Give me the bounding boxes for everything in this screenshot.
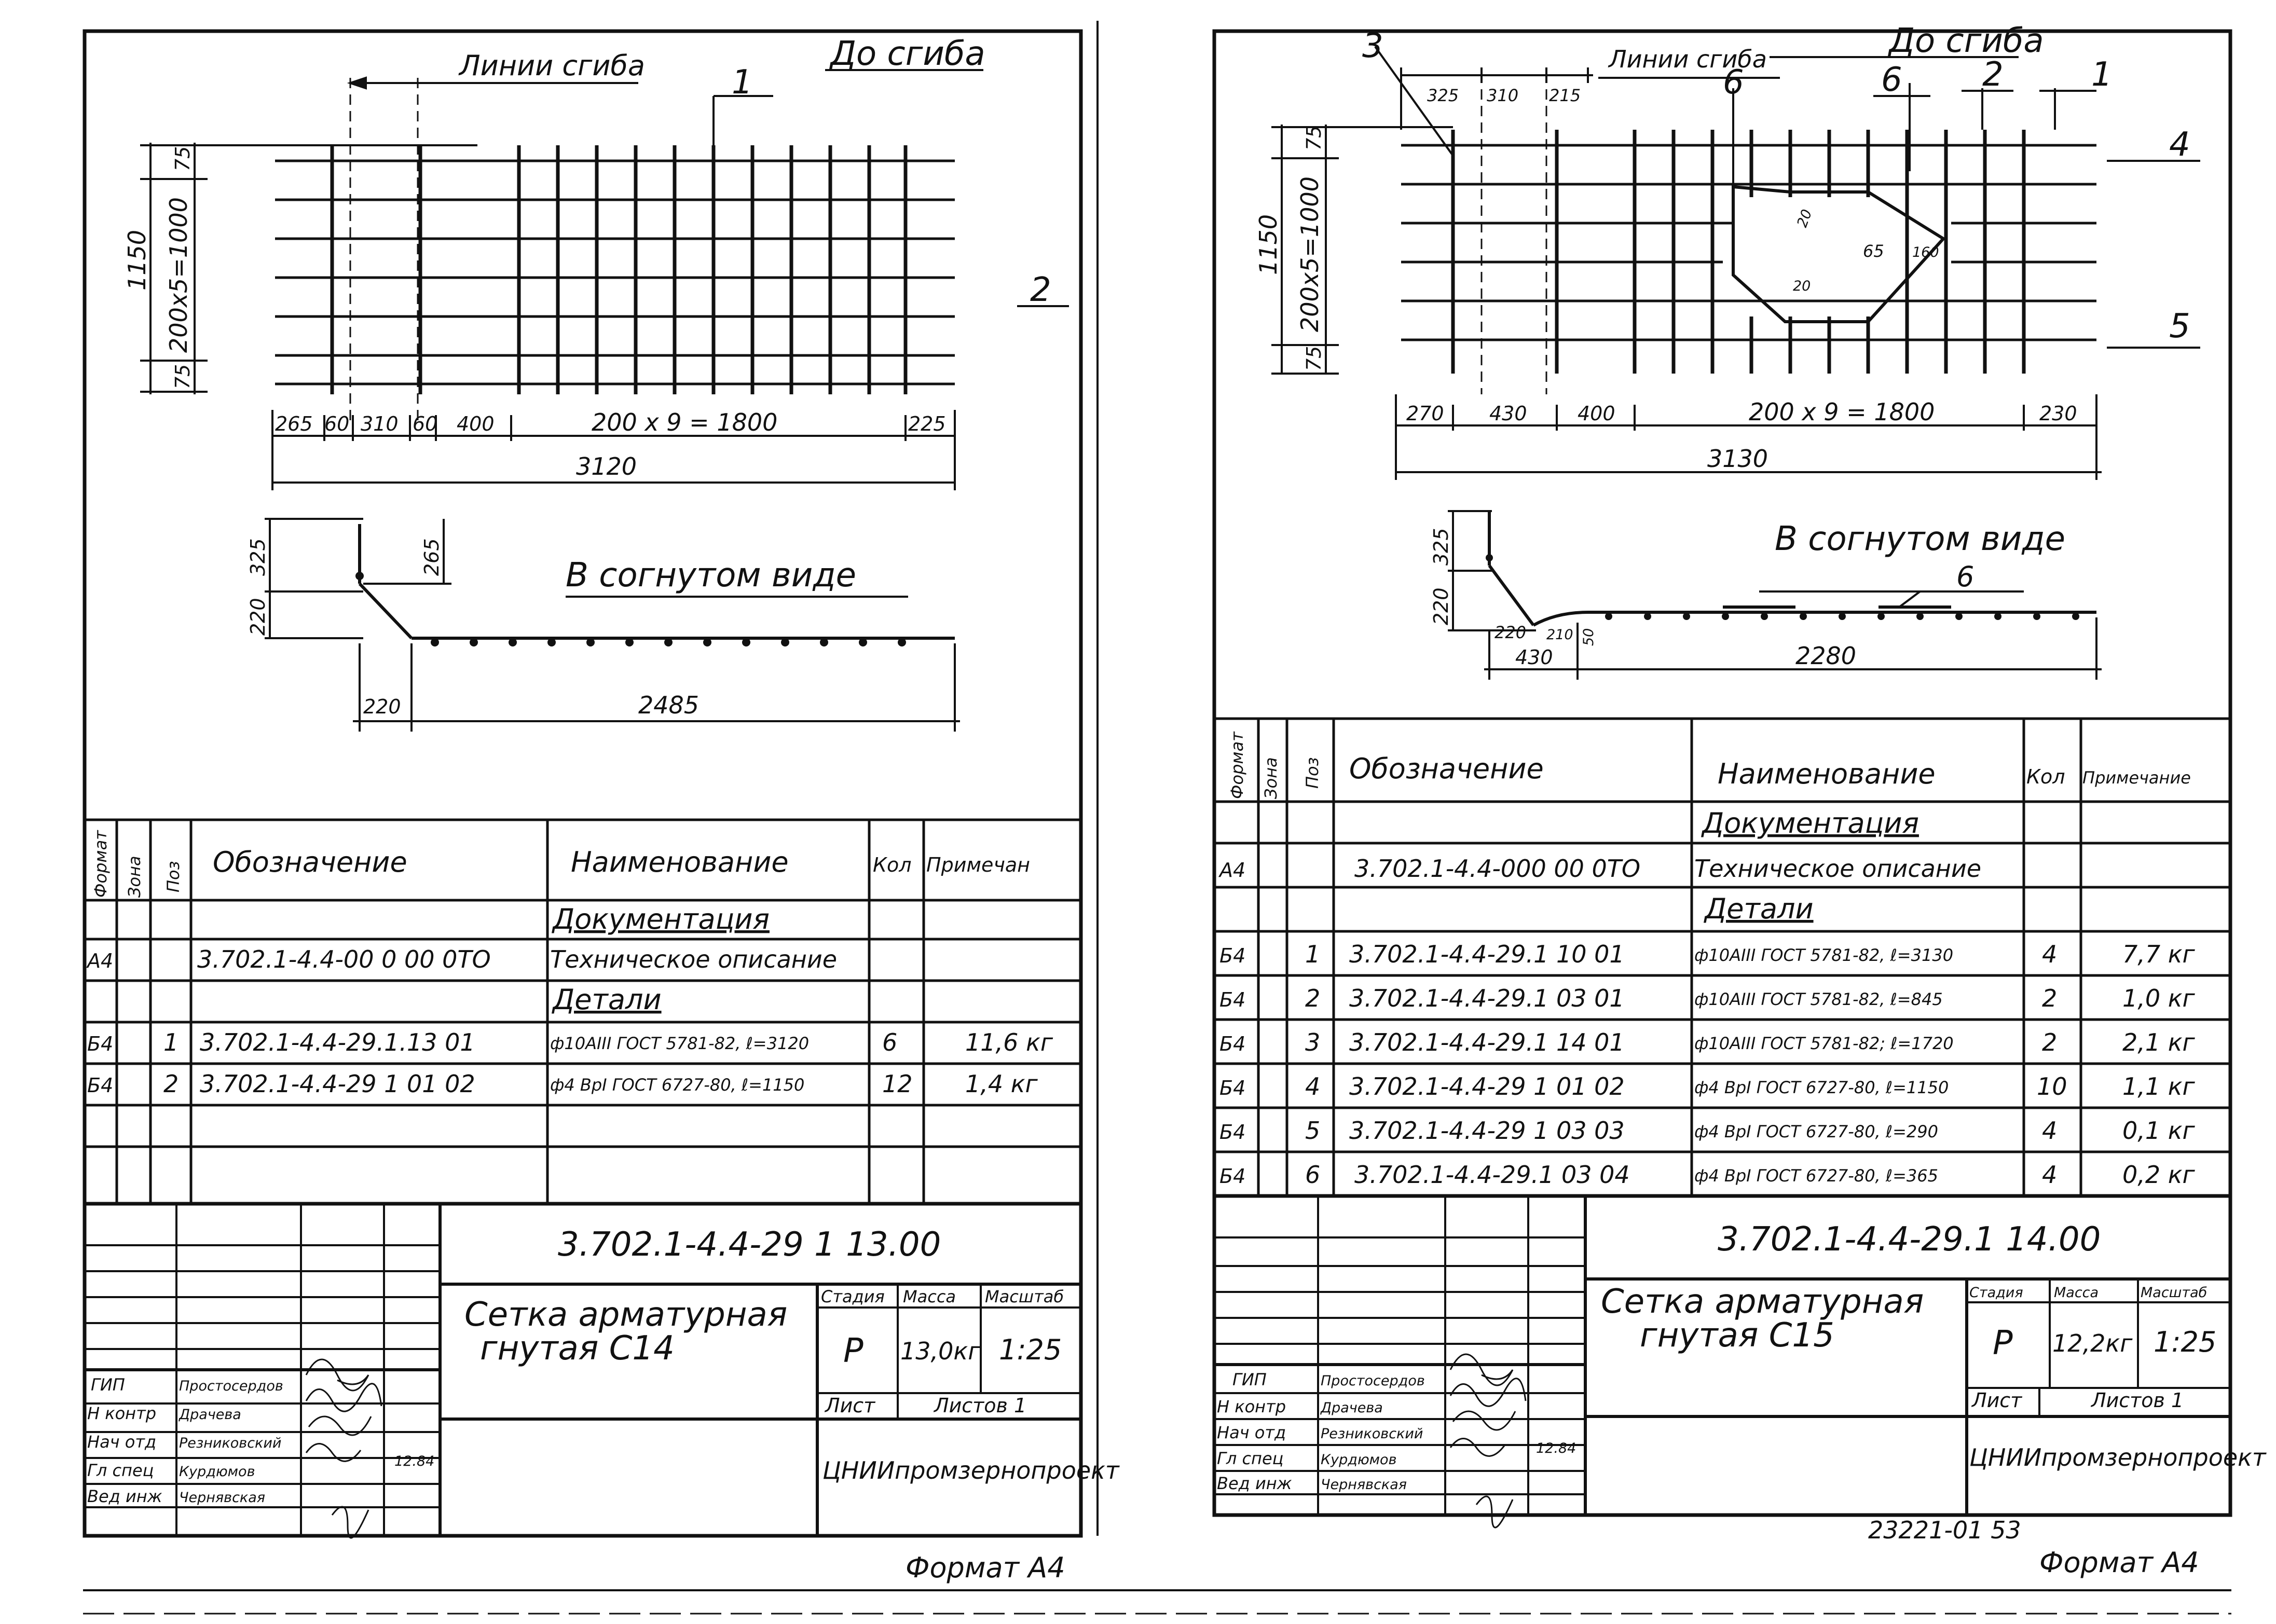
svg-text:310: 310 bbox=[361, 412, 399, 435]
svg-text:Нач отд: Нач отд bbox=[1217, 1423, 1286, 1442]
svg-text:ГИП: ГИП bbox=[1232, 1370, 1267, 1389]
svg-text:2: 2 bbox=[1982, 56, 2004, 94]
svg-text:400: 400 bbox=[457, 412, 495, 435]
svg-text:4: 4 bbox=[1305, 1072, 1321, 1100]
svg-text:215: 215 bbox=[1549, 86, 1581, 105]
title-line-2: гнутая С14 bbox=[480, 1329, 675, 1368]
svg-text:1: 1 bbox=[163, 1028, 179, 1056]
dims-top-text bbox=[1427, 86, 1581, 105]
svg-text:1150: 1150 bbox=[123, 229, 151, 291]
svg-text:1: 1 bbox=[1305, 940, 1321, 968]
svg-text:225: 225 bbox=[908, 412, 946, 435]
svg-text:12.84: 12.84 bbox=[394, 1453, 435, 1469]
svg-text:2: 2 bbox=[163, 1070, 179, 1098]
svg-text:11,6 кг: 11,6 кг bbox=[965, 1028, 1053, 1056]
svg-text:Масса: Масса bbox=[2054, 1285, 2099, 1301]
bend-lines-label: Линии сгиба bbox=[1609, 45, 1767, 73]
svg-text:Б4: Б4 bbox=[1219, 944, 1246, 967]
col-qty: Кол bbox=[2026, 765, 2065, 788]
section-documentation: Документация bbox=[553, 903, 770, 935]
svg-text:Чернявская: Чернявская bbox=[1321, 1477, 1407, 1493]
svg-text:6: 6 bbox=[1723, 63, 1744, 102]
svg-text:20: 20 bbox=[1794, 207, 1816, 230]
svg-text:Лист: Лист bbox=[825, 1394, 875, 1417]
svg-text:ф4 ВрI ГОСТ 6727-80, ℓ=1150: ф4 ВрI ГОСТ 6727-80, ℓ=1150 bbox=[550, 1075, 805, 1095]
svg-text:3.702.1-4.4-29.1 03 01: 3.702.1-4.4-29.1 03 01 bbox=[1349, 984, 1625, 1012]
col-format: Формат bbox=[91, 830, 111, 898]
svg-text:1,0 кг: 1,0 кг bbox=[2122, 984, 2195, 1012]
svg-text:4: 4 bbox=[2169, 126, 2190, 164]
svg-text:Листов 1: Листов 1 bbox=[2091, 1389, 2184, 1412]
title-line-1: Сетка арматурная bbox=[1601, 1283, 1924, 1321]
organization: ЦНИИпромзернопроект bbox=[822, 1456, 1119, 1484]
svg-text:ф10АIII ГОСТ 5781-82, ℓ=3130: ф10АIII ГОСТ 5781-82, ℓ=3130 bbox=[1694, 945, 1954, 965]
svg-text:Гл спец: Гл спец bbox=[1217, 1449, 1284, 1468]
svg-text:60: 60 bbox=[324, 412, 350, 435]
svg-text:6: 6 bbox=[1956, 560, 1975, 593]
svg-text:3120: 3120 bbox=[576, 452, 637, 480]
format-label-right: Формат А4 bbox=[2039, 1546, 2199, 1579]
svg-text:325: 325 bbox=[1430, 528, 1452, 566]
doc-code: 3.702.1-4.4-29 1 13.00 bbox=[558, 1226, 941, 1264]
svg-text:Простосердов: Простосердов bbox=[1321, 1373, 1425, 1389]
svg-text:Вед инж: Вед инж bbox=[1217, 1474, 1292, 1493]
col-format: Формат bbox=[1227, 732, 1247, 799]
doc-code: 3.702.1-4.4-29.1 14.00 bbox=[1718, 1220, 2101, 1259]
svg-text:Масштаб: Масштаб bbox=[985, 1287, 1064, 1306]
svg-text:60: 60 bbox=[413, 412, 438, 435]
svg-text:200x5=1000: 200x5=1000 bbox=[164, 197, 193, 353]
svg-text:75: 75 bbox=[1302, 125, 1325, 150]
stage-value: Р bbox=[1993, 1324, 2013, 1362]
svg-text:10: 10 bbox=[2037, 1072, 2067, 1100]
svg-text:ф10АIII ГОСТ 5781-82, ℓ=3120: ф10АIII ГОСТ 5781-82, ℓ=3120 bbox=[550, 1034, 810, 1053]
svg-text:50: 50 bbox=[1581, 628, 1597, 646]
before-bend-title: До сгиба bbox=[830, 35, 985, 73]
svg-text:4: 4 bbox=[2042, 1117, 2058, 1145]
svg-text:Драчева: Драчева bbox=[1321, 1400, 1383, 1416]
bent-view-title: В согнутом виде bbox=[566, 556, 856, 595]
section-details: Детали bbox=[1705, 892, 1814, 925]
svg-text:Гл спец: Гл спец bbox=[87, 1461, 154, 1480]
svg-text:2485: 2485 bbox=[638, 691, 700, 719]
pos-callout-1: 1 bbox=[732, 63, 753, 102]
svg-text:210: 210 bbox=[1546, 627, 1573, 643]
col-pos: Поз bbox=[1302, 757, 1322, 789]
svg-text:230: 230 bbox=[2039, 402, 2077, 425]
col-note: Примечание bbox=[2082, 768, 2191, 788]
svg-text:2280: 2280 bbox=[1795, 642, 1857, 670]
svg-text:ф10АIII ГОСТ 5781-82; ℓ=1720: ф10АIII ГОСТ 5781-82; ℓ=1720 bbox=[1694, 1034, 1954, 1053]
svg-text:Курдюмов: Курдюмов bbox=[179, 1464, 255, 1480]
svg-text:Б4: Б4 bbox=[1219, 1077, 1246, 1099]
svg-text:Резниковский: Резниковский bbox=[1321, 1426, 1423, 1442]
svg-text:1,1 кг: 1,1 кг bbox=[2122, 1072, 2195, 1100]
mass-value: 13,0кг bbox=[900, 1337, 981, 1365]
svg-text:1: 1 bbox=[2091, 56, 2113, 94]
svg-text:3: 3 bbox=[1305, 1028, 1321, 1056]
title-line-2: гнутая С15 bbox=[1640, 1316, 1834, 1355]
svg-text:Курдюмов: Курдюмов bbox=[1321, 1452, 1397, 1468]
svg-text:3.702.1-4.4-29.1.13 01: 3.702.1-4.4-29.1.13 01 bbox=[200, 1028, 475, 1056]
mass-value: 12,2кг bbox=[2052, 1329, 2133, 1357]
svg-text:Н контр: Н контр bbox=[87, 1403, 157, 1423]
svg-text:400: 400 bbox=[1578, 402, 1615, 425]
svg-text:Б4: Б4 bbox=[1219, 988, 1246, 1011]
svg-text:3.702.1-4.4-29.1 14 01: 3.702.1-4.4-29.1 14 01 bbox=[1349, 1028, 1625, 1056]
svg-text:310: 310 bbox=[1487, 86, 1519, 105]
svg-text:265: 265 bbox=[420, 538, 443, 576]
svg-text:430: 430 bbox=[1489, 402, 1527, 425]
row-format: А4 bbox=[87, 949, 114, 972]
svg-text:0,2 кг: 0,2 кг bbox=[2122, 1161, 2195, 1189]
svg-text:Резниковский: Резниковский bbox=[179, 1435, 282, 1451]
svg-text:Б4: Б4 bbox=[87, 1074, 114, 1097]
svg-text:ф10АIII ГОСТ 5781-82, ℓ=845: ф10АIII ГОСТ 5781-82, ℓ=845 bbox=[1694, 989, 1943, 1009]
svg-text:Техническое описание: Техническое описание bbox=[1694, 855, 1982, 883]
format-label-left: Формат А4 bbox=[906, 1551, 1065, 1584]
svg-text:2: 2 bbox=[1305, 984, 1321, 1012]
svg-text:1,4 кг: 1,4 кг bbox=[965, 1070, 1038, 1098]
col-designation: Обозначение bbox=[213, 846, 407, 878]
svg-text:270: 270 bbox=[1406, 402, 1444, 425]
section-documentation: Документация bbox=[1702, 807, 1919, 839]
svg-text:75: 75 bbox=[171, 364, 194, 389]
scale-value: 1:25 bbox=[999, 1333, 1062, 1366]
svg-text:5: 5 bbox=[2169, 307, 2190, 346]
svg-text:Простосердов: Простосердов bbox=[179, 1378, 283, 1394]
svg-text:Масштаб: Масштаб bbox=[2141, 1285, 2208, 1301]
svg-text:325: 325 bbox=[1427, 86, 1459, 105]
svg-text:ГИП: ГИП bbox=[91, 1375, 125, 1395]
bend-lines-label: Линии сгиба bbox=[459, 49, 645, 82]
svg-text:3.702.1-4.4-29.1 10 01: 3.702.1-4.4-29.1 10 01 bbox=[1349, 940, 1625, 968]
svg-text:Лист: Лист bbox=[1972, 1389, 2022, 1412]
svg-text:7,7 кг: 7,7 кг bbox=[2122, 940, 2195, 968]
title-line-1: Сетка арматурная bbox=[464, 1296, 788, 1334]
col-name: Наименование bbox=[571, 846, 789, 878]
stage-value: Р bbox=[843, 1332, 863, 1370]
svg-text:200 x 9 = 1800: 200 x 9 = 1800 bbox=[592, 408, 778, 436]
before-bend-title: До сгиба bbox=[1889, 22, 2044, 60]
svg-text:Б4: Б4 bbox=[1219, 1033, 1246, 1055]
svg-text:ф4 ВрI ГОСТ 6727-80, ℓ=365: ф4 ВрI ГОСТ 6727-80, ℓ=365 bbox=[1694, 1166, 1938, 1186]
svg-text:4: 4 bbox=[2042, 940, 2058, 968]
svg-text:Стадия: Стадия bbox=[821, 1287, 885, 1306]
col-zone: Зона bbox=[1261, 757, 1281, 799]
svg-text:Н контр: Н контр bbox=[1217, 1397, 1286, 1416]
svg-text:75: 75 bbox=[1302, 346, 1325, 371]
svg-text:20: 20 bbox=[1793, 278, 1811, 294]
svg-text:Чернявская: Чернявская bbox=[179, 1490, 266, 1506]
svg-text:2,1 кг: 2,1 кг bbox=[2122, 1028, 2195, 1056]
bent-view-title: В согнутом виде bbox=[1775, 520, 2065, 558]
svg-text:2: 2 bbox=[2042, 984, 2058, 1012]
svg-text:325: 325 bbox=[246, 538, 269, 576]
svg-text:200x5=1000: 200x5=1000 bbox=[1296, 176, 1324, 332]
svg-text:Листов 1: Листов 1 bbox=[934, 1394, 1027, 1417]
svg-text:3.702.1-4.4-29 1 03 03: 3.702.1-4.4-29 1 03 03 bbox=[1349, 1117, 1625, 1145]
svg-text:200 x 9 = 1800: 200 x 9 = 1800 bbox=[1749, 398, 1935, 426]
svg-text:12.84: 12.84 bbox=[1536, 1440, 1576, 1456]
svg-text:3: 3 bbox=[1362, 27, 1383, 65]
col-note: Примечан bbox=[926, 854, 1031, 876]
svg-text:2: 2 bbox=[2042, 1028, 2058, 1056]
svg-text:1150: 1150 bbox=[1254, 214, 1282, 275]
svg-text:75: 75 bbox=[171, 146, 194, 171]
svg-text:ф4 ВрI ГОСТ 6727-80, ℓ=1150: ф4 ВрI ГОСТ 6727-80, ℓ=1150 bbox=[1694, 1078, 1949, 1097]
svg-text:12: 12 bbox=[882, 1070, 913, 1098]
svg-text:Б4: Б4 bbox=[87, 1033, 114, 1055]
row-name: Техническое описание bbox=[550, 945, 838, 973]
section-details: Детали bbox=[553, 983, 662, 1016]
col-zone: Зона bbox=[125, 856, 144, 898]
svg-text:220: 220 bbox=[246, 598, 269, 636]
svg-text:0,1 кг: 0,1 кг bbox=[2122, 1117, 2195, 1145]
col-pos: Поз bbox=[163, 861, 183, 892]
archive-number: 23221-01 53 bbox=[1868, 1516, 2021, 1544]
svg-text:3130: 3130 bbox=[1707, 445, 1768, 473]
svg-text:Стадия: Стадия bbox=[1969, 1285, 2023, 1301]
svg-text:Масса: Масса bbox=[903, 1287, 956, 1306]
col-name: Наименование bbox=[1718, 758, 1936, 790]
col-qty: Кол bbox=[873, 854, 912, 876]
svg-text:6: 6 bbox=[1305, 1161, 1321, 1189]
svg-text:3.702.1-4.4-000 00 0ТО: 3.702.1-4.4-000 00 0ТО bbox=[1354, 855, 1641, 883]
svg-text:220: 220 bbox=[363, 695, 401, 718]
svg-text:ф4 ВрI ГОСТ 6727-80, ℓ=290: ф4 ВрI ГОСТ 6727-80, ℓ=290 bbox=[1694, 1122, 1938, 1141]
row-designation: 3.702.1-4.4-00 0 00 0ТО bbox=[197, 945, 491, 973]
svg-text:Нач отд: Нач отд bbox=[87, 1432, 157, 1452]
svg-text:А4: А4 bbox=[1219, 859, 1246, 882]
svg-text:220: 220 bbox=[1430, 587, 1452, 625]
col-designation: Обозначение bbox=[1349, 752, 1544, 785]
scale-value: 1:25 bbox=[2154, 1326, 2217, 1358]
svg-text:6: 6 bbox=[1881, 61, 1902, 99]
svg-text:220: 220 bbox=[1495, 623, 1527, 642]
svg-text:265: 265 bbox=[275, 412, 313, 435]
svg-text:430: 430 bbox=[1515, 646, 1553, 669]
svg-text:Драчева: Драчева bbox=[179, 1407, 241, 1423]
svg-text:Б4: Б4 bbox=[1219, 1121, 1246, 1144]
svg-text:65: 65 bbox=[1863, 241, 1884, 261]
svg-text:Вед инж: Вед инж bbox=[87, 1487, 162, 1506]
svg-text:6: 6 bbox=[882, 1028, 898, 1056]
svg-text:160: 160 bbox=[1912, 244, 1939, 260]
organization: ЦНИИпромзернопроект bbox=[1969, 1443, 2266, 1471]
svg-text:3.702.1-4.4-29.1 03 04: 3.702.1-4.4-29.1 03 04 bbox=[1354, 1161, 1630, 1189]
svg-text:4: 4 bbox=[2042, 1161, 2058, 1189]
svg-text:5: 5 bbox=[1305, 1117, 1321, 1145]
svg-text:3.702.1-4.4-29 1 01 02: 3.702.1-4.4-29 1 01 02 bbox=[1349, 1072, 1625, 1100]
svg-text:Б4: Б4 bbox=[1219, 1165, 1246, 1188]
pos-callout-2: 2 bbox=[1030, 271, 1051, 309]
svg-text:3.702.1-4.4-29 1 01 02: 3.702.1-4.4-29 1 01 02 bbox=[200, 1070, 475, 1098]
